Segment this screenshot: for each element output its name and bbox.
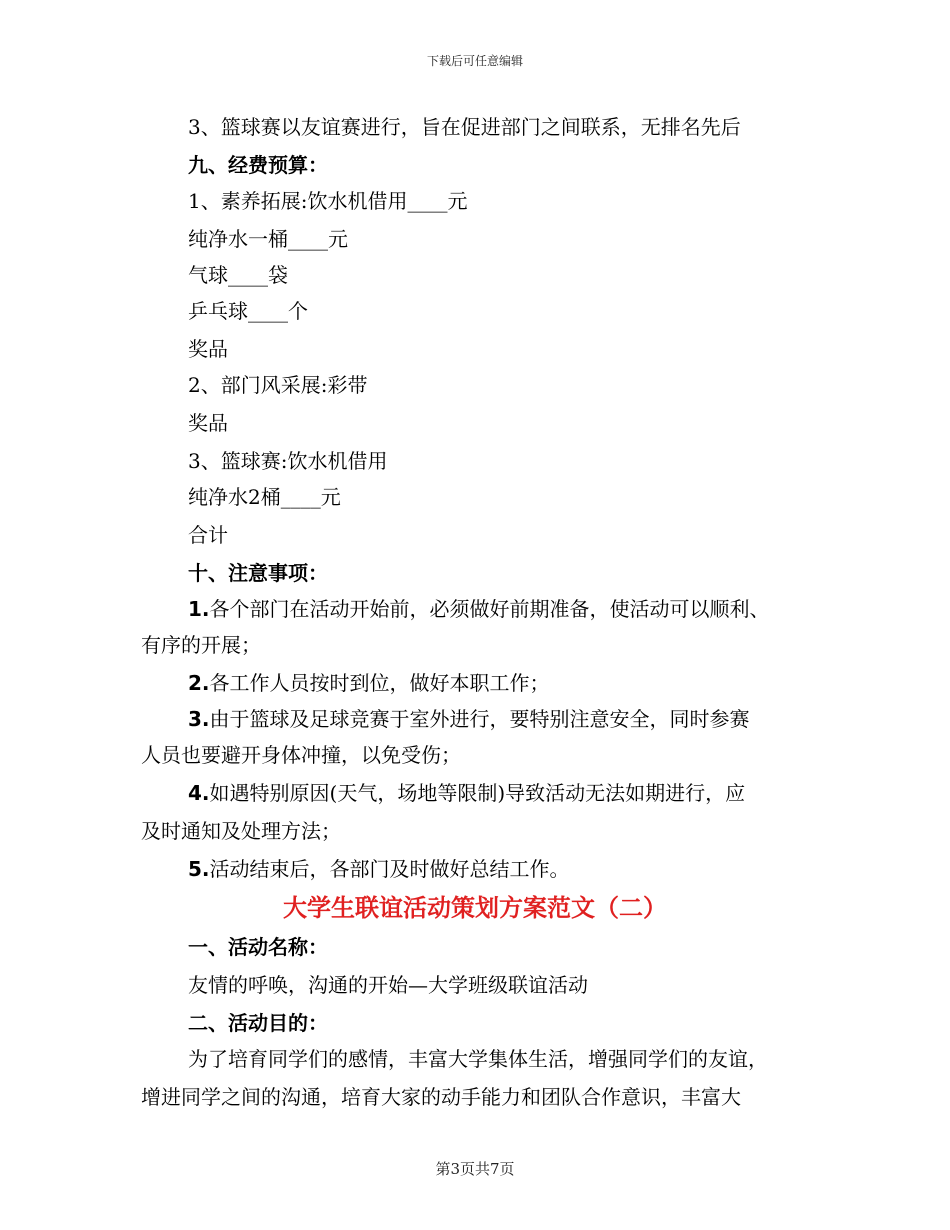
list-number: 1.	[188, 597, 210, 621]
list-text: 由于篮球及足球竞赛于室外进行，要特别注意安全，同时参赛	[209, 707, 750, 731]
list-item	[188, 670, 550, 696]
list-number: 4.	[188, 781, 210, 805]
text-line: 乒乓球____个	[188, 299, 308, 323]
text-line: 3、篮球赛:饮水机借用	[188, 449, 388, 473]
list-item	[188, 856, 570, 882]
list-text: 各个部门在活动开始前，必须做好前期准备，使活动可以顺利、	[209, 597, 770, 621]
list-item	[188, 706, 750, 732]
text-line: 2、部门风采展:彩带	[188, 373, 368, 397]
text-line: 奖品	[188, 411, 228, 435]
text-line: 为了培育同学们的感情，丰富大学集体生活，增强同学们的友谊，	[188, 1047, 768, 1071]
section-heading: 一、活动名称：	[188, 935, 328, 959]
page-header: 下载后可任意编辑	[426, 54, 523, 68]
text-line: 人员也要避开身体冲撞，以免受伤；	[141, 743, 461, 767]
list-number: 3.	[188, 707, 210, 731]
text-line: 纯净水2桶____元	[188, 485, 341, 509]
text-line: 奖品	[188, 337, 228, 361]
text-line: 有序的开展；	[141, 633, 261, 657]
section-heading: 二、活动目的：	[188, 1011, 328, 1035]
text-line: 及时通知及处理方法；	[141, 819, 341, 843]
text-line: 友情的呼唤，沟通的开始—大学班级联谊活动	[188, 973, 588, 997]
text-line: 增进同学之间的沟通，培育大家的动手能力和团队合作意识，丰富大	[141, 1085, 741, 1109]
page-footer: 第3页共7页	[435, 1160, 515, 1178]
section-heading: 九、经费预算：	[188, 153, 328, 177]
list-item	[188, 780, 745, 806]
list-text: 如遇特别原因(天气，场地等限制)导致活动无法如期进行，应	[209, 781, 746, 805]
section-heading: 十、注意事项：	[188, 561, 328, 585]
text-line: 纯净水一桶____元	[188, 227, 348, 251]
text-line: 合计	[188, 523, 228, 547]
list-text: 各工作人员按时到位，做好本职工作；	[209, 671, 550, 695]
list-item	[188, 596, 770, 622]
text-line: 气球____袋	[188, 263, 288, 287]
document-title: 大学生联谊活动策划方案范文（二）	[283, 894, 667, 922]
list-text: 活动结束后，各部门及时做好总结工作。	[209, 857, 570, 881]
text-line: 3、篮球赛以友谊赛进行，旨在促进部门之间联系，无排名先后	[188, 115, 741, 139]
list-number: 5.	[188, 857, 210, 881]
list-number: 2.	[188, 671, 210, 695]
text-line: 1、素养拓展:饮水机借用____元	[188, 189, 468, 213]
